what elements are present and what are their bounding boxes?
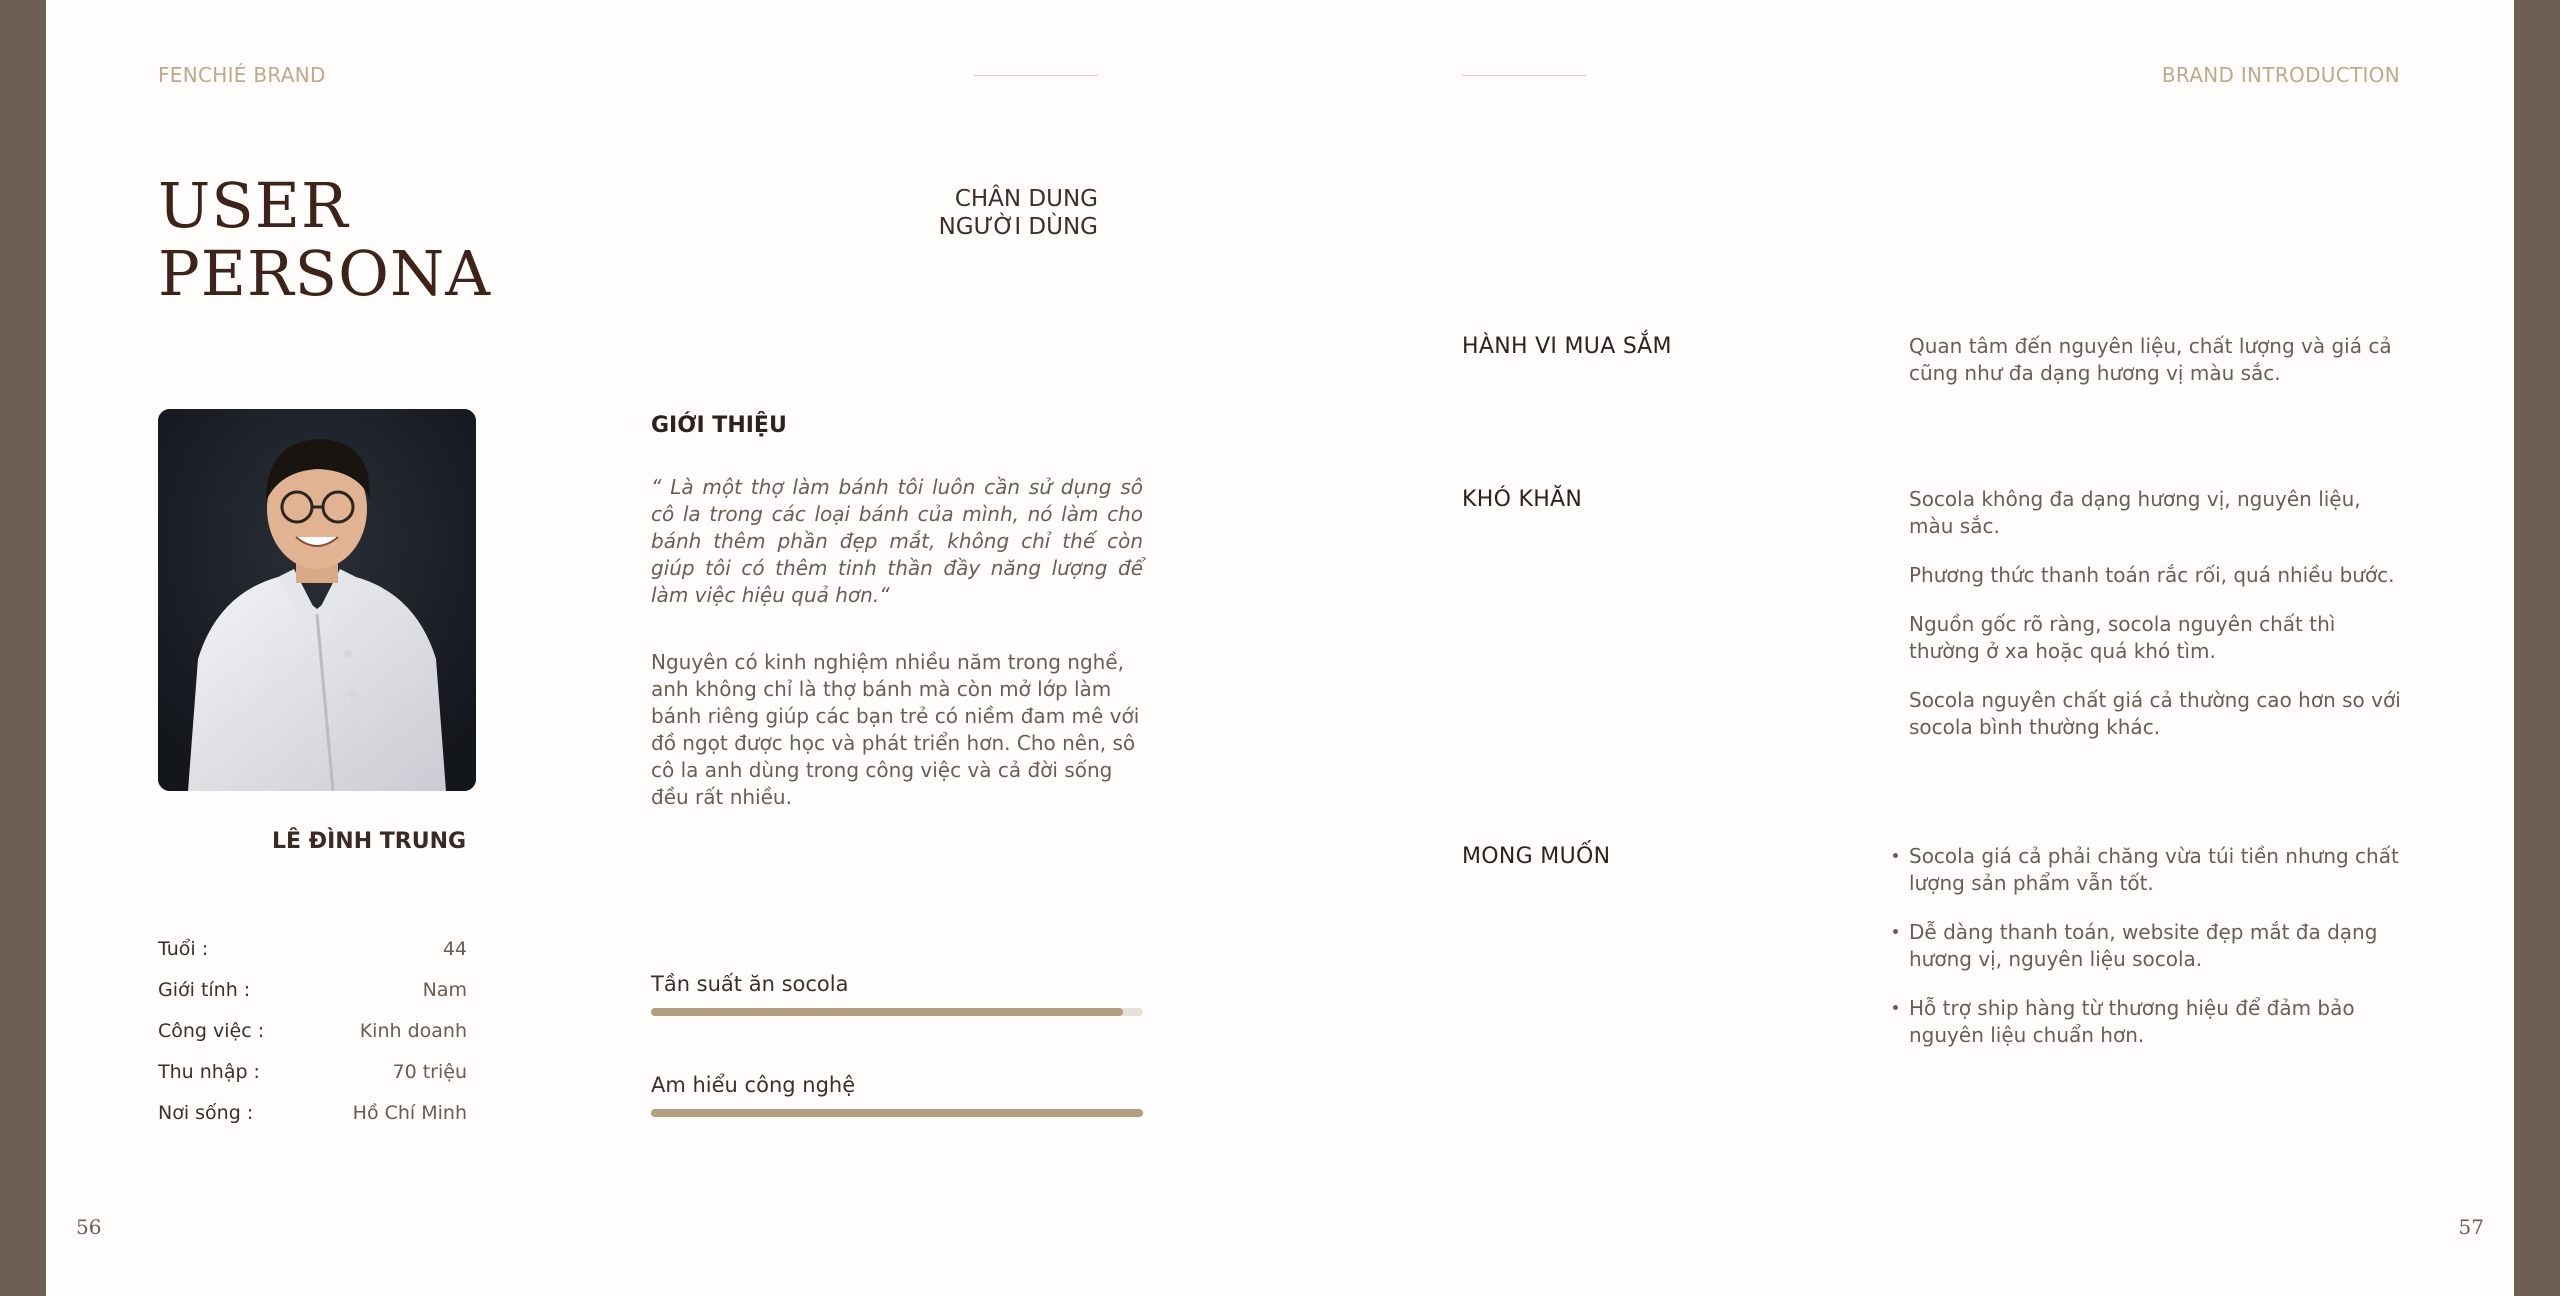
bar-track — [651, 1109, 1143, 1117]
page-title — [158, 169, 491, 310]
info-label: Nơi sống : — [158, 1102, 254, 1124]
info-row-income — [158, 1061, 467, 1102]
page-title-line-1: USER — [158, 169, 349, 242]
bar-chocolate-frequency — [651, 972, 1143, 1016]
page-number-right: 57 — [2458, 1215, 2484, 1239]
info-value: 70 triệu — [392, 1061, 467, 1083]
bar-fill — [651, 1008, 1123, 1016]
page-spread — [46, 0, 2514, 1296]
bar-tech-savvy — [651, 1073, 1143, 1117]
page-subtitle — [939, 185, 1098, 241]
info-label: Công việc : — [158, 1020, 265, 1042]
info-label: Giới tính : — [158, 979, 251, 1001]
info-value: Hồ Chí Minh — [352, 1102, 467, 1124]
page-number-left: 56 — [76, 1215, 102, 1239]
info-row-age — [158, 938, 467, 979]
info-label: Tuổi : — [158, 938, 209, 960]
shopping-heading: HÀNH VI MUA SẮM — [1462, 334, 1672, 359]
info-row-gender — [158, 979, 467, 1020]
difficulty-item: Socola không đa dạng hương vị, nguyên liệu, màu sắc. — [1909, 487, 2361, 538]
bar-label: Tần suất ăn socola — [651, 972, 849, 996]
wish-item: Dễ dàng thanh toán, website đẹp mắt đa dạng hương vị, nguyên liệu socola. — [1909, 919, 2404, 973]
section-running-header: BRAND INTRODUCTION — [2161, 63, 2400, 87]
brand-running-header: FENCHIÉ BRAND — [158, 63, 326, 87]
info-row-job — [158, 1020, 467, 1061]
intro-heading: GIỚI THIỆU — [651, 413, 787, 438]
wish-item: Socola giá cả phải chăng vừa túi tiền nhưng chất lượng sản phẩm vẫn tốt. — [1909, 843, 2404, 897]
info-value: 44 — [442, 938, 467, 960]
persona-name: LÊ ĐÌNH TRUNG — [271, 829, 467, 854]
wishes-list — [1909, 843, 2404, 1049]
header-rule-left — [974, 75, 1098, 76]
info-value: Nam — [422, 979, 467, 1001]
difficulty-item: Phương thức thanh toán rắc rối, quá nhiều bước. — [1909, 563, 2395, 587]
persona-photo — [158, 409, 476, 791]
chef-portrait-image — [158, 409, 476, 791]
info-row-location — [158, 1102, 467, 1143]
difficulty-item: Nguồn gốc rõ ràng, socola nguyên chất thì thường ở xa hoặc quá khó tìm. — [1909, 612, 2336, 663]
page-subtitle-line-1: CHÂN DUNG — [954, 186, 1098, 212]
intro-body: Nguyên có kinh nghiệm nhiều năm trong nghề, anh không chỉ là thợ bánh mà còn mở lớp làm bánh riêng giúp các bạn trẻ có niềm đam mê với đồ ngọt được học và phát triển hơn. Cho nên, sô cô la anh dùng trong công việc và cả đời sống đều rất nhiều. — [651, 650, 1140, 809]
bar-label: Am hiểu công nghệ — [651, 1073, 856, 1097]
wish-item: Hỗ trợ ship hàng từ thương hiệu để đảm bảo nguyên liệu chuẩn hơn. — [1909, 995, 2404, 1049]
header-rule-right — [1462, 75, 1586, 76]
page-title-line-2: PERSONA — [158, 237, 491, 310]
persona-info-table — [158, 938, 467, 1143]
info-value: Kinh doanh — [359, 1020, 467, 1042]
intro-quote: “ Là một thợ làm bánh tôi luôn cần sử dụng sô cô la trong các loại bánh của mình, nó làm cho bánh thêm phần đẹp mắt, không chỉ thế còn giúp tôi có thêm tinh thần đầy năng lượng để làm việc hiệu quả hơn.“ — [651, 475, 1143, 607]
difficulty-item: Socola nguyên chất giá cả thường cao hơn so với socola bình thường khác. — [1909, 688, 2401, 739]
shopping-text: Quan tâm đến nguyên liệu, chất lượng và giá cả cũng như đa dạng hương vị màu sắc. — [1909, 334, 2392, 385]
bar-fill — [651, 1109, 1143, 1117]
difficulties-heading: KHÓ KHĂN — [1462, 487, 1583, 512]
bar-track — [651, 1008, 1143, 1016]
info-label: Thu nhập : — [158, 1061, 260, 1083]
page-subtitle-line-2: NGƯỜI DÙNG — [938, 214, 1098, 240]
wishes-heading: MONG MUỐN — [1462, 844, 1611, 869]
difficulties-list — [1909, 486, 2404, 741]
